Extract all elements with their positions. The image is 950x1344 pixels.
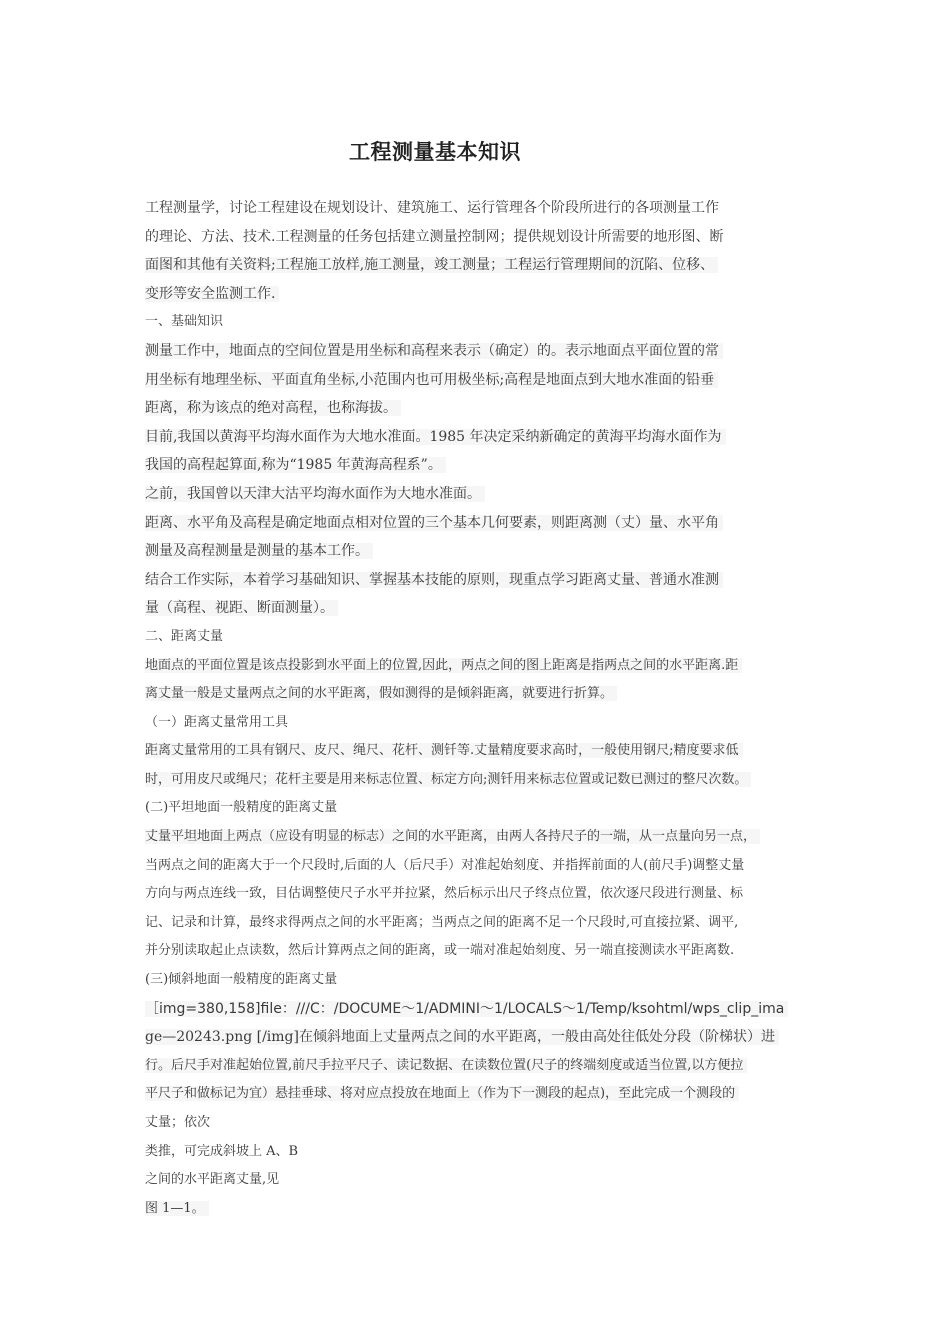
subsection-heading [145, 966, 820, 995]
body-line [145, 1080, 820, 1109]
body-line [145, 566, 820, 595]
body-line [145, 337, 820, 366]
subsection-heading [145, 794, 820, 823]
line-text: 时，可用皮尺或绳尺；花杆主要是用来标志位置、标定方向;测钎用来标志位置或记数已测过的整尺次数。 [145, 772, 751, 787]
body-line [145, 737, 820, 766]
line-text: 离丈量一般是丈量两点之间的水平距离，假如测得的是倾斜距离，就要进行折算。 [145, 686, 617, 701]
body-line [145, 1023, 820, 1052]
line-text: 地面点的平面位置是该点投影到水平面上的位置,因此，两点之间的图上距离是指两点之间的水平距离.距 [145, 658, 742, 673]
line-text: (二)平坦地面一般精度的距离丈量 [145, 800, 338, 816]
image-placeholder-line [145, 995, 820, 1024]
body-line [145, 909, 820, 938]
body-line [145, 537, 820, 566]
body-line [145, 823, 820, 852]
line-text: 距离、水平角及高程是确定地面点相对位置的三个基本几何要素，则距离测（丈）量、水平角 [145, 515, 723, 531]
body-line [145, 451, 820, 480]
body-line [145, 1195, 820, 1224]
line-text: 丈量；依次 [145, 1115, 211, 1130]
subsection-heading [145, 709, 820, 738]
line-text: 测量及高程测量是测量的基本工作。 [145, 543, 373, 559]
body-line [145, 366, 820, 395]
line-text: 用坐标有地理坐标、平面直角坐标,小范围内也可用极坐标;高程是地面点到大地水准面的铅垂 [145, 372, 718, 388]
body-line [145, 1166, 820, 1195]
body-line [145, 880, 820, 909]
line-text: 平尺子和做标记为宜）悬挂垂球、将对应点投放在地面上（作为下一测段的起点)，至此完成一个测段的 [145, 1086, 739, 1101]
body-line [145, 194, 820, 223]
line-text: 并分别读取起止点读数，然后计算两点之间的距离，或一端对准起始刻度、另一端直接测读水平距离数. [145, 943, 735, 959]
line-text: 图 1—1。 [145, 1201, 209, 1216]
body-line [145, 480, 820, 509]
line-text: 变形等安全监测工作. [145, 286, 279, 302]
line-text: 当两点之间的距离大于一个尺段时,后面的人（后尺手）对准起始刻度、并指挥前面的人(前尺手)调整丈量 [145, 857, 745, 873]
body-line [145, 937, 820, 966]
section-heading [145, 623, 820, 652]
line-text: 距离丈量常用的工具有钢尺、皮尺、绳尺、花杆、测钎等.丈量精度要求高时，一般使用钢尺;精度要求低 [145, 743, 743, 758]
body-line [145, 1109, 820, 1138]
document-body [145, 194, 820, 1223]
line-text: ge—20243.png [/img]在倾斜地面上丈量两点之间的水平距离，一般由高处往低处分段（阶梯状）进 [145, 1029, 779, 1045]
line-text: 量（高程、视距、断面测量）。 [145, 600, 338, 616]
line-text: 的理论、方法、技术.工程测量的任务包括建立测量控制网；提供规划设计所需要的地形图、断 [145, 228, 724, 245]
line-text: 我国的高程起算面,称为“1985 年黄海高程系”。 [145, 457, 446, 473]
body-line [145, 423, 820, 452]
line-text: 一、基础知识 [145, 314, 224, 330]
body-line [145, 251, 820, 280]
body-line [145, 1138, 820, 1167]
line-text: 目前,我国以黄海平均海水面作为大地水准面。1985 年决定采纳新确定的黄海平均海水面作为 [145, 429, 726, 445]
line-text: 二、距离丈量 [145, 628, 224, 644]
body-line [145, 1052, 820, 1081]
line-text: 测量工作中，地面点的空间位置是用坐标和高程来表示（确定）的。表示地面点平面位置的常 [145, 343, 723, 359]
line-text: 面图和其他有关资料;工程施工放样,施工测量，竣工测量；工程运行管理期间的沉陷、位移、 [145, 257, 718, 273]
body-line [145, 509, 820, 538]
body-line [145, 652, 820, 681]
line-text: 方向与两点连线一致，目估调整使尺子水平并拉紧，然后标示出尺子终点位置，依次逐尺段进行测量、标 [145, 886, 744, 902]
line-text: 记、记录和计算，最终求得两点之间的水平距离；当两点之间的距离不足一个尺段时,可直接拉紧、调平, [145, 914, 739, 930]
line-text: 丈量平坦地面上两点（应设有明显的标志）之间的水平距离，由两人各持尺子的一端，从一点量向另一点， [145, 829, 760, 844]
line-text: 之前，我国曾以天津大沽平均海水面作为大地水准面。 [145, 486, 485, 502]
body-line [145, 594, 820, 623]
line-text: 之间的水平距离丈量,见 [145, 1172, 280, 1188]
body-line [145, 223, 820, 252]
line-text: 结合工作实际，本着学习基础知识、掌握基本技能的原则，现重点学习距离丈量、普通水准测 [145, 572, 723, 588]
line-text: （一）距离丈量常用工具 [145, 714, 289, 730]
document-title: 工程测量基本知识 [349, 140, 521, 164]
line-text: ［img=380,158]file：///C：/DOCUME～1/ADMINI～1/LOCALS～1/Temp/ksohtml/wps_clip_ima [145, 1001, 788, 1017]
body-line [145, 394, 820, 423]
body-line [145, 852, 820, 881]
line-text: 行。后尺手对准起始位置,前尺手拉平尺子、读记数据、在读数位置(尺子的终端刻度或适当位置,以方便拉 [145, 1058, 747, 1073]
body-line [145, 280, 820, 309]
line-text: 工程测量学，讨论工程建设在规划设计、建筑施工、运行管理各个阶段所进行的各项测量工作 [145, 200, 719, 216]
line-text: 距离，称为该点的绝对高程，也称海拔。 [145, 400, 401, 416]
body-line [145, 766, 820, 795]
line-text: (三)倾斜地面一般精度的距离丈量 [145, 972, 338, 988]
section-heading [145, 308, 820, 337]
line-text: 类推，可完成斜坡上 A、B [145, 1143, 299, 1159]
body-line [145, 680, 820, 709]
